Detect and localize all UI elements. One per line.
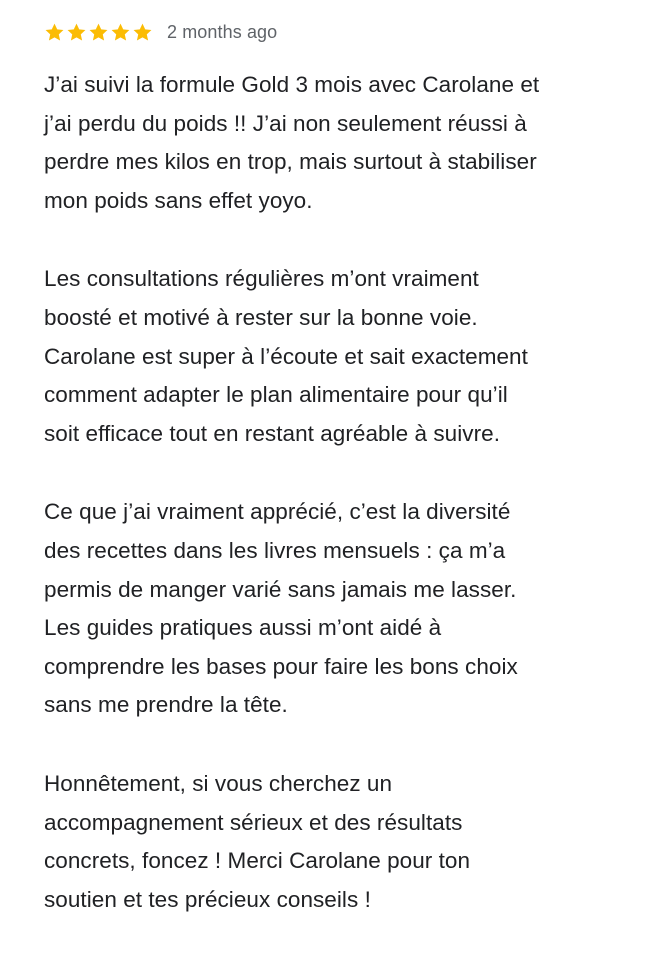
review-paragraph: Les consultations régulières m’ont vraiment boosté et motivé à rester sur la bonne voie. Carolane est super à l’écoute et sait exactement comment adapter le plan alimentaire pour qu’il soit efficace tout en restant agréable à suivre. xyxy=(44,266,528,446)
star-icon xyxy=(110,22,131,43)
star-rating xyxy=(44,22,153,43)
review-text xyxy=(44,66,634,919)
star-icon xyxy=(88,22,109,43)
review-card xyxy=(44,18,634,959)
review-paragraph: Ce que j’ai vraiment apprécié, c’est la diversité des recettes dans les livres mensuels : ça m’a permis de manger varié sans jamais me lasser. Les guides pratiques aussi m’ont aidé à comprendre les bases pour faire les bons choix sans me prendre la tête. xyxy=(44,499,518,718)
review-date: 2 months ago xyxy=(167,21,278,42)
review-paragraph: J’ai suivi la formule Gold 3 mois avec Carolane et j’ai perdu du poids !! J’ai non seulement réussi à perdre mes kilos en trop, mais surtout à stabiliser mon poids sans effet yoyo. xyxy=(44,72,540,213)
review-meta xyxy=(44,18,634,46)
review-paragraph: Honnêtement, si vous cherchez un accompagnement sérieux et des résultats concrets, foncez ! Merci Carolane pour ton soutien et tes précieux conseils ! xyxy=(44,770,471,912)
star-icon xyxy=(44,22,65,43)
star-icon xyxy=(66,22,87,43)
star-icon xyxy=(132,22,153,43)
